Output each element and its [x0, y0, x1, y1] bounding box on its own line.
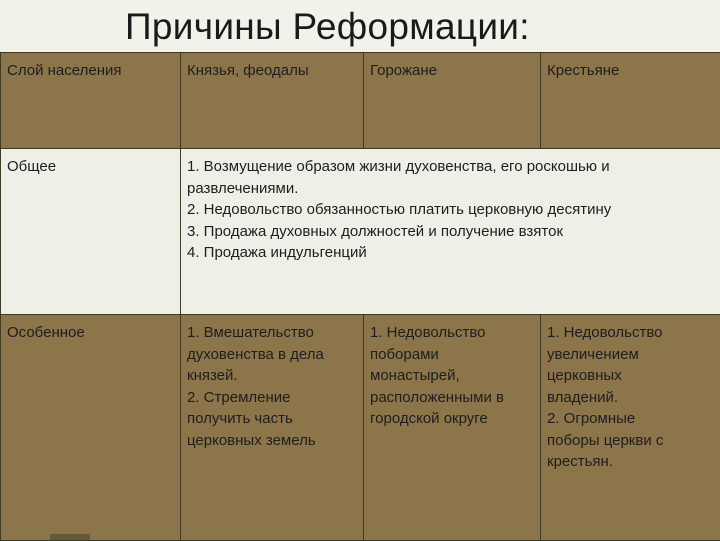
common-line: 1. Возмущение образом жизни духовенства, его роскошью и [187, 156, 716, 178]
header-cell-layer: Слой населения [1, 53, 181, 149]
peasants-line: 1. Недовольство [547, 322, 716, 344]
reformation-causes-table [0, 52, 720, 541]
common-line: 2. Недовольство обязанностью платить церковную десятину [187, 199, 716, 221]
header-cell-townspeople: Горожане [364, 53, 541, 149]
special-peasants-cell [541, 315, 720, 541]
peasants-line: поборы церкви с [547, 430, 716, 452]
princes-line: князей. [187, 365, 359, 387]
peasants-line: 2. Огромные [547, 408, 716, 430]
special-princes-cell [181, 315, 364, 541]
table-header-row [1, 53, 720, 149]
header-cell-peasants: Крестьяне [541, 53, 720, 149]
header-cell-princes: Князья, феодалы [181, 53, 364, 149]
bottom-decoration [50, 534, 90, 540]
common-line: развлечениями. [187, 178, 716, 200]
peasants-line: крестьян. [547, 451, 716, 473]
townspeople-line: монастырей, [370, 365, 536, 387]
peasants-line: церковных [547, 365, 716, 387]
table-row-special [1, 315, 720, 541]
row-label-common: Общее [1, 149, 181, 315]
row-label-special: Особенное [1, 315, 181, 541]
page-title: Причины Реформации: [125, 6, 530, 48]
princes-line: церковных земель [187, 430, 359, 452]
princes-line: 2. Стремление [187, 387, 359, 409]
common-line: 3. Продажа духовных должностей и получение взяток [187, 221, 716, 243]
special-townspeople-cell [364, 315, 541, 541]
princes-line: 1. Вмешательство [187, 322, 359, 344]
common-line: 4. Продажа индульгенций [187, 242, 716, 264]
townspeople-line: расположенными в [370, 387, 536, 409]
table-row-common [1, 149, 720, 315]
princes-line: духовенства в дела [187, 344, 359, 366]
townspeople-line: городской округе [370, 408, 536, 430]
peasants-line: увеличением [547, 344, 716, 366]
townspeople-line: поборами [370, 344, 536, 366]
common-causes-cell [181, 149, 720, 315]
townspeople-line: 1. Недовольство [370, 322, 536, 344]
princes-line: получить часть [187, 408, 359, 430]
peasants-line: владений. [547, 387, 716, 409]
